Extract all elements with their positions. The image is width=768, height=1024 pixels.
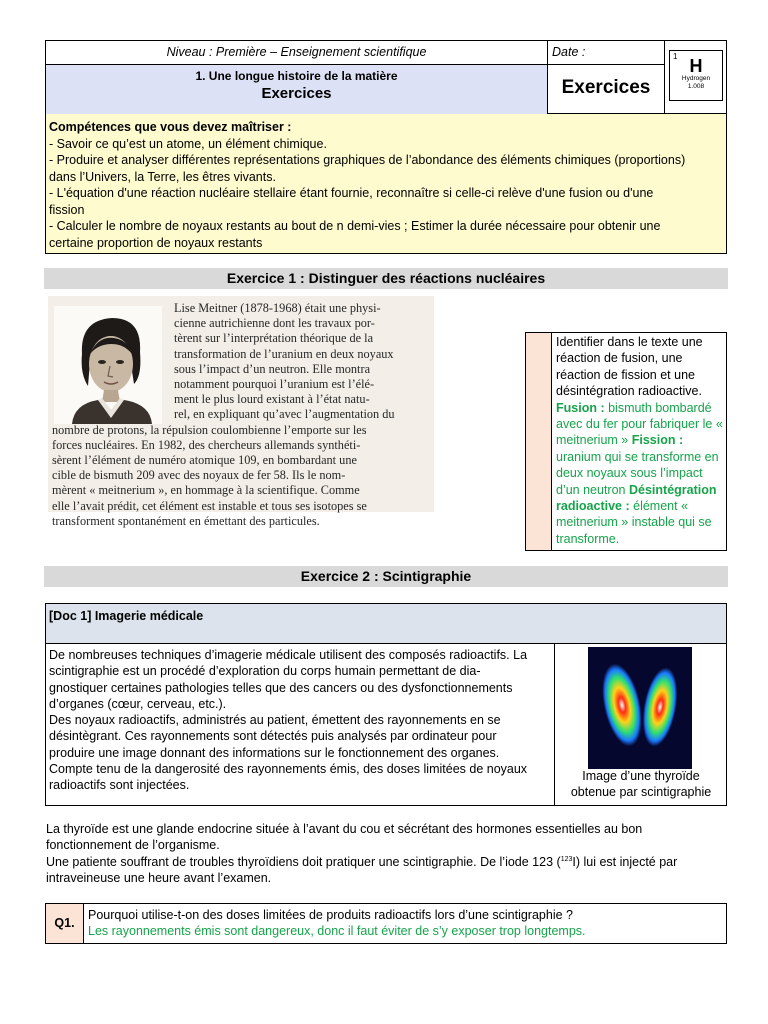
biography-line: sous l’impact d’un neutron. Elle montra [174,361,371,376]
element-name: Hydrogen [681,75,711,82]
biography-line: sèrent l’élément de numéro atomique 109, en bombardant une [52,453,357,468]
competence-line: fission [49,202,85,217]
paragraph-line: intraveineuse une heure avant l’examen. [46,870,272,885]
doc1-line: De nombreuses techniques d’imagerie médicale utilisent des composés radioactifs. La [49,648,528,662]
paragraph-text: I) lui est injecté par [572,854,678,869]
competences-box [45,114,727,254]
question-q1-box [45,903,727,944]
chapter-title: 1. Une longue histoire de la matière [195,69,398,83]
decay-label: Désintégration radioactive : [556,482,717,514]
competence-line: - Produire et analyser différentes représentations graphiques de l’abondance des éléments chimiques (proportions) [49,153,686,167]
question-q1-label: Q1. [46,904,84,943]
biography-line: Lise Meitner (1878-1968) était une physi- [174,301,381,315]
doc1-line: désintègrant. Ces rayonnements sont détectés puis analysés par ordinateur pour [49,729,497,744]
competence-line: certaine proportion de noyaux restants [49,235,263,250]
meitner-scan [48,296,434,528]
exercise1-question: Identifier dans le texte une réaction de fusion, une réaction de fission et une désintégration radioactive. [556,335,703,399]
question-q1-answer: Les rayonnements émis sont dangereux, donc il faut éviter de s’y exposer trop longtemps. [88,924,586,938]
biography-line: notamment pourquoi l’uranium est l’élé- [174,377,375,392]
doc1-line: produire une image donnant des informations sur le fonctionnement des organes. [49,745,500,760]
atomic-number: 1 [673,52,678,61]
competence-line: - Calculer le nombre de noyaux restants au bout de n demi-vies ; Estimer la durée nécessaire pour obtenir une [49,219,661,233]
biography-line: nombre de protons, la répulsion coulombienne l’emporte sur les [52,422,367,437]
exercise2-title: Exercice 2 : Scintigraphie [44,566,728,587]
decay-answer: élément « meitnerium » instable qui se transforme. [556,499,712,546]
doc1-line: Compte tenu de la dangerosité des rayonnements émis, des doses limitées de noyaux [49,762,528,777]
isotope-superscript: 123 [560,855,573,863]
biography-line: ment le plus lourd existant à l’état natu- [174,392,370,407]
element-symbol: H [689,56,703,76]
level-label: Niveau : Première – Enseignement scientifique [46,41,548,65]
fusion-label: Fusion : [556,400,605,415]
paragraph-line: fonctionnement de l’organisme. [46,838,220,853]
question-q1-content [88,907,724,939]
doc1-divider [554,644,555,806]
header-table [45,40,727,114]
image-caption-line: Image d’une thyroïde [582,769,700,783]
doc1-line: Des noyaux radioactifs, administrés au patient, émettent des rayonnements en se [49,713,501,728]
paragraph-line [46,854,728,870]
element-cell [665,41,727,114]
biography-line: cible de bismuth 209 avec des noyaux de fer 58. Ils le nom- [52,468,346,483]
doc1-line: radioactifs sont injectées. [49,778,190,793]
doc1-title: [Doc 1] Imagerie médicale [46,604,726,644]
doc1-line: gnostiquer certaines pathologies telles que des cancers ou des dysfonctionnements [49,680,513,695]
doc1-text [49,647,551,794]
competence-line: - Savoir ce qu’est un atome, un élément chimique. [49,136,327,151]
biography-line: cienne autrichienne dont les travaux por- [174,316,375,331]
fission-label: Fission : [631,433,684,448]
image-caption [558,768,724,801]
competence-line: - L'équation d'une réaction nucléaire stellaire étant fournie, reconnaître si celle-ci relève d'une fusion ou d'une [49,186,654,200]
fission-answer: uranium qui se transforme en deux noyaux sous l’impact d’un neutron [556,449,719,497]
element-mass: 1.008 [687,83,705,90]
question-q1-text: Pourquoi utilise-t-on des doses limitées de produits radioactifs lors d’une scintigraphie ? [88,908,573,922]
biography-line: forces nucléaires. En 1982, des chercheurs allemands synthéti- [52,437,361,452]
hydrogen-element-card [669,50,723,101]
competences-title: Compétences que vous devez maîtriser : [49,120,292,134]
biography-line: elle l’avait prédit, cet élément est instable et tous ses isotopes se [52,498,367,513]
exercises-subtitle: Exercices [261,85,332,102]
chapter-title-box [46,65,548,114]
meitner-biography [52,301,432,529]
context-paragraph [46,821,728,886]
paragraph-text: Une patiente souffrant de troubles thyroïdiens doit pratiquer une scintigraphie. De l’iode 123 ( [46,854,561,869]
date-field: Date : [548,41,665,65]
competence-line: dans l’Univers, la Terre, les êtres vivants. [49,169,276,184]
exercise1-answer-box [525,332,727,551]
doc1-box [45,603,727,806]
fusion-answer: bismuth bombardé avec du fer pour fabriquer le « meitnerium » [556,400,723,448]
paragraph-line: La thyroïde est une glande endocrine située à l’avant du cou et sécrétant des hormones essentielles au bon [46,822,643,836]
exercise1-title: Exercice 1 : Distinguer des réactions nucléaires [44,268,728,289]
biography-line: transformation de l’uranium en deux noyaux [174,346,394,361]
answer-marker-strip [526,333,552,550]
exercises-heading: Exercices [548,65,665,114]
thyroid-scintigraphy-image [588,647,692,769]
exercise1-answer-text [556,334,726,547]
doc1-line: d’organes (cœur, cerveau, etc.). [49,696,227,711]
biography-line: mèrent « meitnerium », en hommage à la scientifique. Comme [52,483,360,498]
biography-line: tèrent sur l’interprétation théorique de la [174,331,374,346]
biography-line: transforment spontanément en émettant des particules. [52,513,320,528]
biography-line: rel, en expliquant qu’avec l’augmentation du [174,407,395,422]
image-caption-line: obtenue par scintigraphie [570,785,712,800]
doc1-line: scintigraphie est un procédé d’exploration du corps humain permettant de dia- [49,664,481,679]
